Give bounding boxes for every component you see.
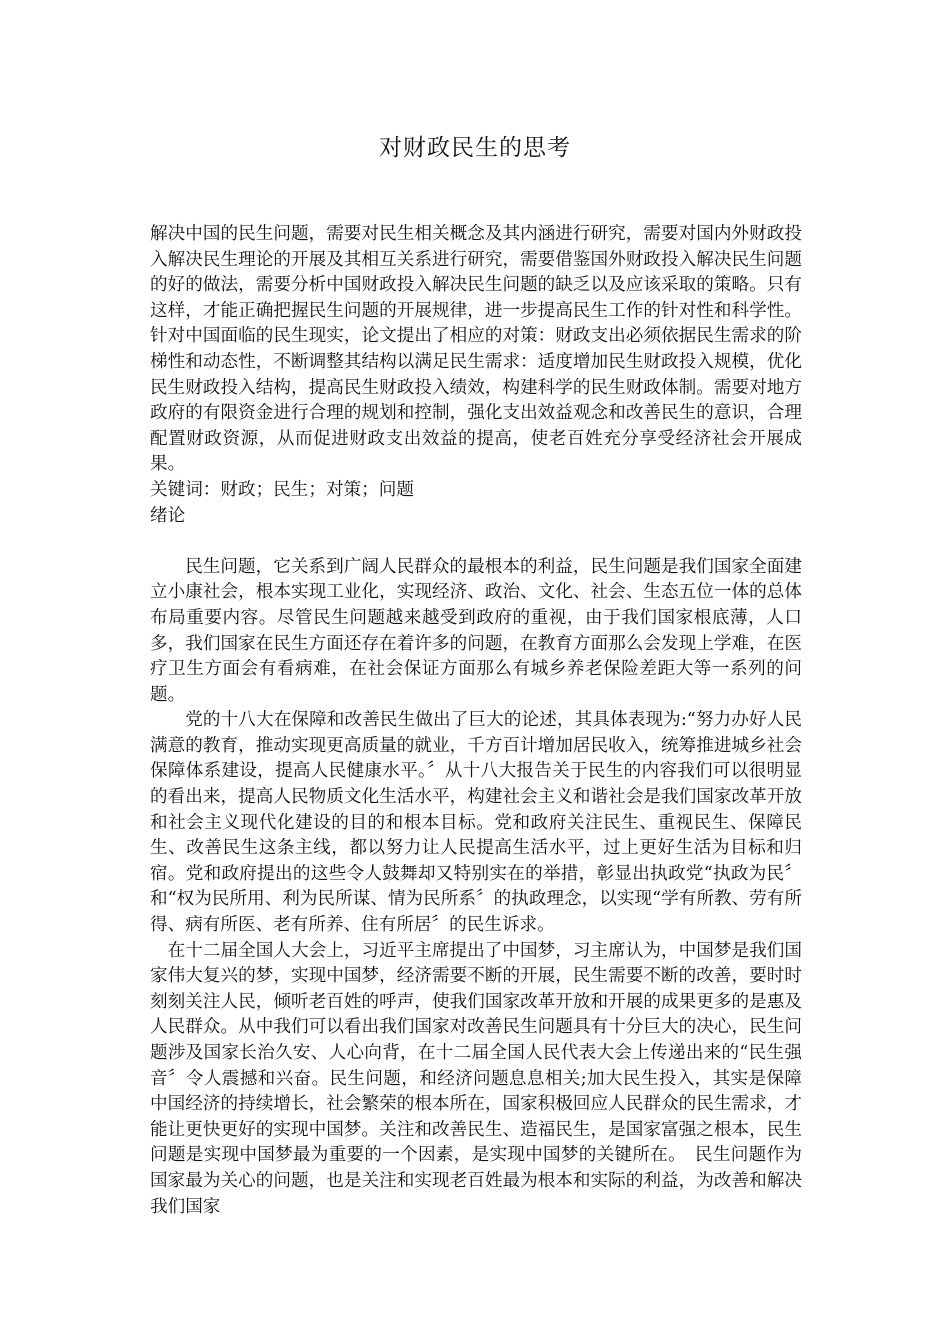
body-paragraph-1: 民生问题，它关系到广阔人民群众的最根本的利益，民生问题是我们国家全面建立小康社会，根本实现工业化，实现经济、政治、文化、社会、生态五位一体的总体布局重要内容。尽管民生问题越来越受到政府的重视，由于我们国家根底薄，人口多，我们国家在民生方面还存在着许多的问题，在教育方面那么会发现上学难，在医疗卫生方面会有看病难，在社会保证方面那么有城乡养老保险差距大等一系列的问题。: [150, 556, 802, 705]
keywords-line: 关键词：财政；民生；对策；问题: [150, 479, 414, 500]
body-paragraph-3: 在十二届全国人大会上，习近平主席提出了中国梦，习主席认为，中国梦是我们国家伟大复兴的梦，实现中国梦，经济需要不断的开展，民生需要不断的改善，要时时刻刻关注人民，倾听老百姓的呼声，使我们国家改革开放和开展的成果更多的是惠及人民群众。从中我们可以看出我们国家对改善民生问题具有十分巨大的决心，民生问题涉及国家长治久安、人心向背，在十二届全国人民代表大会上传递出来的“民生强音〞令人震撼和兴奋。民生问题，和经济问题息息相关;加大民生投入，其实是保障中国经济的持续增长，社会繁荣的根本所在，国家积极回应人民群众的民生需求，才能让更快更好的实现中国梦。关注和改善民生、造福民生，是国家富强之根本，民生问题是实现中国梦最为重要的一个因素，是实现中国梦的关键所在。 民生问题作为国家最为关心的问题，也是关注和实现老百姓最为根本和实际的利益，为改善和解决我们国家: [150, 940, 802, 1217]
section-heading: 绪论: [150, 505, 186, 526]
abstract-paragraph: 解决中国的民生问题，需要对民生相关概念及其内涵进行研究，需要对国内外财政投入解决民生理论的开展及其相互关系进行研究，需要借鉴国外财政投入解决民生问题的好的做法，需要分析中国财政投入解决民生问题的缺乏以及应该采取的策略。只有这样，才能正确把握民生问题的开展规律，进一步提高民生工作的针对性和科学性。针对中国面临的民生现实，论文提出了相应的对策：财政支出必须依据民生需求的阶梯性和动态性，不断调整其结构以满足民生需求：适度增加民生财政投入规模，优化民生财政投入结构，提高民生财政投入绩效，构建科学的民生财政体制。需要对地方政府的有限资金进行合理的规划和控制，强化支出效益观念和改善民生的意识，合理配置财政资源，从而促进财政支出效益的提高，使老百姓充分享受经济社会开展成果。: [150, 224, 802, 475]
blank-line: [150, 529, 802, 555]
document-body: [150, 222, 802, 1220]
document-title: 对财政民生的思考: [379, 135, 571, 161]
body-paragraph-2: 党的十八大在保障和改善民生做出了巨大的论述，其具体表现为:“努力办好人民满意的教育，推动实现更高质量的就业，千方百计增加居民收入，统筹推进城乡社会保障体系建设，提高人民健康水平。〞从十八大报告关于民生的内容我们可以很明显的看出来，提高人民物质文化生活水平，构建社会主义和谐社会是我们国家改革开放和社会主义现代化建设的目的和根本目标。党和政府关注民生、重视民生、保障民生、改善民生这条主线，都以努力让人民提高生活水平，过上更好生活为目标和归宿。党和政府提出的这些令人鼓舞却又特别实在的举措，彰显出执政党“执政为民〞和“权为民所用、利为民所谋、情为民所系〞的执政理念，以实现“学有所教、劳有所得、病有所医、老有所养、住有所居〞的民生诉求。: [150, 710, 802, 936]
